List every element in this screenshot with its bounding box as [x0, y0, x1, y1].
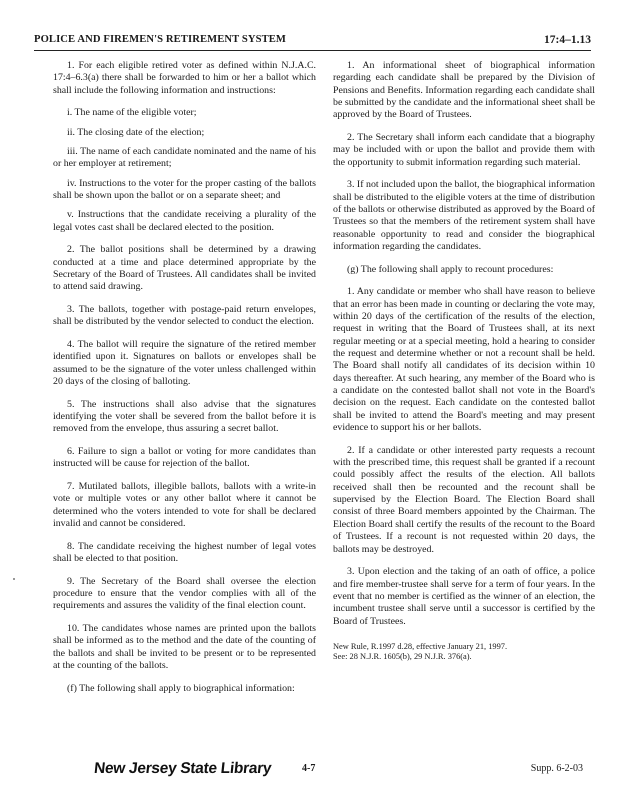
paragraph-10: 10. The candidates whose names are printed upon the ballots shall be informed as to the method and the date of the counting of the ballots and shall be invited to be present or to be represented at the counting of the ballots. [53, 623, 316, 672]
subsection-f-heading: (f) The following shall apply to biographical information: [67, 682, 295, 694]
header-title: POLICE AND FIREMEN'S RETIREMENT SYSTEM [34, 34, 287, 45]
header-rule [34, 50, 591, 51]
biography-paragraph-1: 1. An informational sheet of biographical information regarding each candidate shall be prepared by the Division of Pensions and Benefits. Information regarding each candidate shall be submitted by the candidate and the informational sheet shall be approved by the Board of Trustees. [333, 60, 595, 121]
paragraph-9: 9. The Secretary of the Board shall oversee the election procedure to ensure that the vendor complies with all of the requirements and assures the validity of the final election count. [53, 575, 316, 612]
paragraph-1-i: i. The name of the eligible voter; [67, 107, 197, 119]
left-column [53, 60, 316, 705]
paragraph-7: 7. Mutilated ballots, illegible ballots, ballots with a write-in vote or multiple votes or any other ballot where it cannot be determined who the voters intended to vote for shall be declared invalid and cannot be considered. [53, 481, 316, 530]
history-note-rule: New Rule, R.1997 d.28, effective January 21, 1997. [333, 641, 508, 651]
biography-paragraph-3: 3. If not included upon the ballot, the biographical information shall be distributed to the eligible voters at the time of distribution of the ballots or otherwise distributed as approved by the Board of Trustees so that the members of the retirement system shall have reasonable opportunity to read and consider the biographical information regarding the candidates. [333, 179, 595, 253]
paragraph-1-iii: iii. The name of each candidate nominated and the name of his or her employer at retirement; [53, 146, 316, 170]
paragraph-1-iv: iv. Instructions to the voter for the proper casting of the ballots shall be shown upon the ballot or on a separate sheet; and [53, 177, 316, 202]
paragraph-1: 1. For each eligible retired voter as defined within N.J.A.C. 17:4–6.3(a) there shall be forwarded to him or her a ballot which shall include the following information and instructions: [53, 60, 316, 96]
paragraph-1-v: v. Instructions that the candidate receiving a plurality of the legal votes cast shall be declared elected to the position. [53, 209, 316, 233]
history-note [333, 642, 595, 663]
paragraph-8: 8. The candidate receiving the highest number of legal votes shall be elected to that position. [53, 540, 316, 565]
paragraph-1-ii: ii. The closing date of the election; [67, 126, 205, 138]
paragraph-6: 6. Failure to sign a ballot or voting for more candidates than instructed will be cause for rejection of the ballot. [53, 446, 316, 470]
recount-paragraph-1: 1. Any candidate or member who shall have reason to believe that an error has been made in counting or declaring the vote may, within 20 days of the certification of the results of the election, request in writing that the Board of Trustees shall, at its next regular meeting or at a special meeting, hold a hearing to consider the request and determine whether or not a recount shall be held. The Board shall notify all candidates of its decision within 10 days thereafter. At such hearing, any member of the Board who is a candidate on the contested ballot shall not vote in the Board's decision on the request. Each candidate on the contested ballot shall be invited to attend the Board's meeting and may present evidence to support his or her ballots. [333, 286, 595, 434]
right-column [333, 60, 595, 662]
header-section-number: 17:4–1.13 [544, 34, 591, 46]
scan-speck [13, 578, 15, 580]
supplement-date: Supp. 6-2-03 [530, 763, 583, 774]
recount-paragraph-3: 3. Upon election and the taking of an oath of office, a police and fire member-trustee shall serve for a term of four years. In the event that no member is certified as the winner of an election, the incumbent trustee shall serve until a successor is certified by the Board of Trustees. [333, 566, 595, 627]
recount-paragraph-2: 2. If a candidate or other interested party requests a recount with the prescribed time, this request shall be granted if a recount could possibly affect the results of the election. All ballots received shall then be recounted and the recount shall be supervised by the Election Board. The Election Board shall consist of three Board members appointed by the Chairman. The Election Board shall certify the results of the recount to the Board of Trustees. If a recount is not requested within 20 days, the ballots may be destroyed. [333, 444, 595, 555]
paragraph-5: 5. The instructions shall also advise that the signatures identifying the voter shall be severed from the ballot before it is removed from the envelope, thus assuring a secret ballot. [53, 398, 316, 435]
paragraph-3: 3. The ballots, together with postage-paid return envelopes, shall be distributed by the vendor selected to conduct the election. [53, 304, 316, 328]
subsection-g-heading: (g) The following shall apply to recount procedures: [347, 263, 554, 275]
paragraph-4: 4. The ballot will require the signature of the retired member identified upon it. Signatures on ballots or envelopes shall be assumed to be the signature of the voter unless challenged within 20 days of the closing of balloting. [53, 339, 316, 388]
library-stamp: New Jersey State Library [93, 760, 273, 777]
page-number: 4-7 [302, 763, 316, 774]
history-note-see: See: 28 N.J.R. 1605(b), 29 N.J.R. 376(a). [333, 652, 472, 662]
biography-paragraph-2: 2. The Secretary shall inform each candidate that a biography may be included with or upon the ballot and provide them with the opportunity to submit information regarding such material. [333, 132, 595, 168]
paragraph-2: 2. The ballot positions shall be determined by a drawing conducted at a time and place determined appropriate by the Secretary of the Board of Trustees. All candidates shall be invited to attend said drawing. [53, 244, 316, 293]
